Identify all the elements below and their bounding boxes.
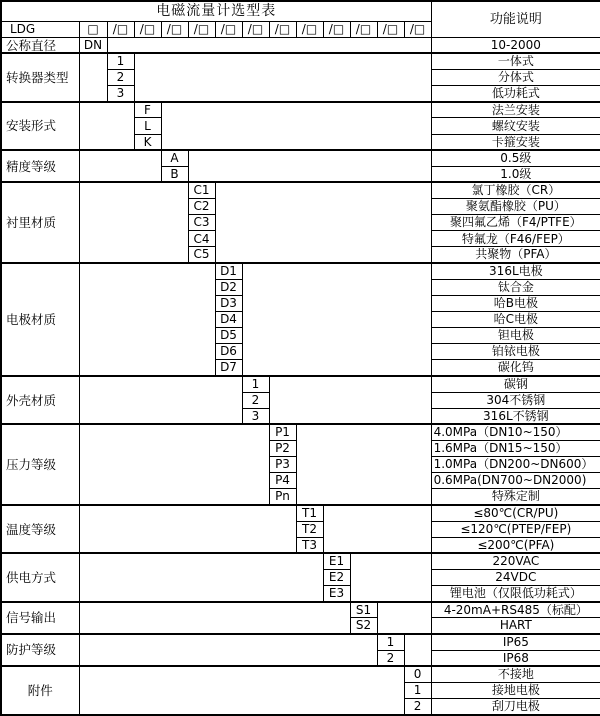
desc-cell: 4.0MPa（DN10~150） bbox=[431, 424, 600, 440]
category-label: 压力等级 bbox=[1, 424, 79, 505]
spacer-cell bbox=[377, 602, 431, 634]
spacer-cell bbox=[323, 505, 431, 553]
spacer-cell bbox=[79, 376, 242, 424]
code-cell: T1 bbox=[296, 505, 323, 521]
code-cell: E3 bbox=[323, 586, 350, 602]
desc-cell: 24VDC bbox=[431, 569, 600, 585]
desc-cell: 1.0MPa（DN200~DN600） bbox=[431, 457, 600, 473]
desc-cell: 铂铱电极 bbox=[431, 344, 600, 360]
desc-cell: 卡箍安装 bbox=[431, 134, 600, 150]
desc-cell: 钛合金 bbox=[431, 279, 600, 295]
code-cell: E1 bbox=[323, 553, 350, 569]
desc-cell: 碳化钨 bbox=[431, 360, 600, 376]
model-slash-box: /□ bbox=[107, 21, 134, 37]
category-label: 衬里材质 bbox=[1, 182, 79, 263]
desc-cell: 特氟龙（F46/FEP） bbox=[431, 231, 600, 247]
code-cell: Pn bbox=[269, 489, 296, 505]
desc-cell: 氯丁橡胶（CR） bbox=[431, 182, 600, 198]
spacer-cell bbox=[79, 182, 188, 263]
category-label: 外壳材质 bbox=[1, 376, 79, 424]
desc-cell: 锂电池（仅限低功耗式） bbox=[431, 586, 600, 602]
code-cell: D4 bbox=[215, 311, 242, 327]
desc-cell: 碳钢 bbox=[431, 376, 600, 392]
category-label: 安装形式 bbox=[1, 102, 79, 150]
code-cell: 2 bbox=[404, 698, 431, 715]
desc-cell: 聚氨酯橡胶（PU） bbox=[431, 199, 600, 215]
spacer-cell bbox=[79, 424, 269, 505]
code-cell: 1 bbox=[107, 53, 134, 69]
code-cell: 1 bbox=[242, 376, 269, 392]
code-cell: D1 bbox=[215, 263, 242, 279]
model-slash-box: /□ bbox=[377, 21, 404, 37]
page-title: 电磁流量计选型表 bbox=[1, 1, 431, 21]
code-cell: 3 bbox=[242, 408, 269, 424]
code-cell: D5 bbox=[215, 328, 242, 344]
desc-cell: 316L不锈钢 bbox=[431, 408, 600, 424]
model-prefix: LDG bbox=[1, 21, 79, 37]
spacer-cell bbox=[350, 553, 431, 601]
desc-cell: 法兰安装 bbox=[431, 102, 600, 118]
desc-cell: 10-2000 bbox=[431, 37, 600, 53]
desc-cell: IP65 bbox=[431, 634, 600, 650]
code-cell: S2 bbox=[350, 618, 377, 634]
function-column-header: 功能说明 bbox=[431, 1, 600, 37]
code-cell: S1 bbox=[350, 602, 377, 618]
spacer-cell bbox=[79, 602, 350, 634]
code-cell: P2 bbox=[269, 440, 296, 456]
spacer-cell bbox=[215, 182, 431, 263]
category-label: 防护等级 bbox=[1, 634, 79, 666]
code-cell: 2 bbox=[107, 70, 134, 86]
code-cell: D3 bbox=[215, 295, 242, 311]
category-label: 公称直径 bbox=[1, 37, 79, 53]
desc-cell: 不接地 bbox=[431, 666, 600, 682]
category-label: 附件 bbox=[1, 666, 79, 715]
spacer-cell bbox=[79, 553, 323, 601]
desc-cell: 低功耗式 bbox=[431, 86, 600, 102]
code-cell: K bbox=[134, 134, 161, 150]
category-label: 供电方式 bbox=[1, 553, 79, 601]
code-cell: B bbox=[161, 166, 188, 182]
desc-cell: 刮刀电极 bbox=[431, 698, 600, 715]
category-label: 电极材质 bbox=[1, 263, 79, 376]
desc-cell: 4-20mA+RS485（标配） bbox=[431, 602, 600, 618]
model-slash-box: /□ bbox=[242, 21, 269, 37]
code-cell: 1 bbox=[377, 634, 404, 650]
code-cell: D7 bbox=[215, 360, 242, 376]
spacer-cell bbox=[404, 634, 431, 666]
desc-cell: IP68 bbox=[431, 650, 600, 666]
spacer-cell bbox=[79, 263, 215, 376]
model-slash-box: /□ bbox=[161, 21, 188, 37]
code-cell: L bbox=[134, 118, 161, 134]
desc-cell: 1.0级 bbox=[431, 166, 600, 182]
code-cell: A bbox=[161, 150, 188, 166]
spacer-cell bbox=[242, 263, 431, 376]
desc-cell: 接地电极 bbox=[431, 682, 600, 698]
code-cell: 1 bbox=[404, 682, 431, 698]
model-slash-box: /□ bbox=[296, 21, 323, 37]
desc-cell: 分体式 bbox=[431, 70, 600, 86]
spacer-cell bbox=[269, 376, 431, 424]
code-cell: D2 bbox=[215, 279, 242, 295]
spacer-cell bbox=[79, 150, 161, 182]
code-cell: E2 bbox=[323, 569, 350, 585]
code-cell: DN bbox=[79, 37, 107, 53]
desc-cell: 钽电极 bbox=[431, 328, 600, 344]
spacer-cell bbox=[79, 102, 134, 150]
desc-cell: 螺纹安装 bbox=[431, 118, 600, 134]
category-label: 精度等级 bbox=[1, 150, 79, 182]
code-cell: C3 bbox=[188, 215, 215, 231]
code-cell: P3 bbox=[269, 457, 296, 473]
desc-cell: 1.6MPa（DN15~150） bbox=[431, 440, 600, 456]
code-cell: T2 bbox=[296, 521, 323, 537]
model-slash-box: /□ bbox=[323, 21, 350, 37]
code-cell: P1 bbox=[269, 424, 296, 440]
desc-cell: 0.6MPa(DN700~DN2000) bbox=[431, 473, 600, 489]
desc-cell: 220VAC bbox=[431, 553, 600, 569]
desc-cell: 哈B电极 bbox=[431, 295, 600, 311]
spacer-cell bbox=[161, 102, 431, 150]
code-cell: 0 bbox=[404, 666, 431, 682]
code-cell: C5 bbox=[188, 247, 215, 263]
category-label: 信号输出 bbox=[1, 602, 79, 634]
spacer-cell bbox=[79, 505, 296, 553]
code-cell: C4 bbox=[188, 231, 215, 247]
desc-cell: HART bbox=[431, 618, 600, 634]
spacer-cell bbox=[79, 666, 404, 715]
model-slash-box: /□ bbox=[404, 21, 431, 37]
desc-cell: 哈C电极 bbox=[431, 311, 600, 327]
model-slash-box: /□ bbox=[188, 21, 215, 37]
model-slash-box: /□ bbox=[269, 21, 296, 37]
spacer-cell bbox=[79, 634, 377, 666]
model-slash-box: /□ bbox=[134, 21, 161, 37]
desc-cell: 特殊定制 bbox=[431, 489, 600, 505]
spacer-cell bbox=[134, 53, 431, 101]
desc-cell: ≤80℃(CR/PU) bbox=[431, 505, 600, 521]
code-cell: F bbox=[134, 102, 161, 118]
spacer-cell bbox=[296, 424, 431, 505]
spacer-cell bbox=[188, 150, 431, 182]
desc-cell: 316L电极 bbox=[431, 263, 600, 279]
desc-cell: 一体式 bbox=[431, 53, 600, 69]
code-cell: 2 bbox=[377, 650, 404, 666]
model-slash-box: /□ bbox=[215, 21, 242, 37]
desc-cell: 304不锈钢 bbox=[431, 392, 600, 408]
code-cell: P4 bbox=[269, 473, 296, 489]
model-code-box: □ bbox=[79, 21, 107, 37]
category-label: 温度等级 bbox=[1, 505, 79, 553]
spacer-cell bbox=[79, 53, 107, 101]
code-cell: D6 bbox=[215, 344, 242, 360]
model-slash-box: /□ bbox=[350, 21, 377, 37]
desc-cell: 共聚物（PFA） bbox=[431, 247, 600, 263]
desc-cell: 0.5级 bbox=[431, 150, 600, 166]
code-cell: C1 bbox=[188, 182, 215, 198]
desc-cell: ≤200℃(PFA) bbox=[431, 537, 600, 553]
desc-cell: ≤120℃(PTEP/FEP) bbox=[431, 521, 600, 537]
code-cell: C2 bbox=[188, 199, 215, 215]
spacer-cell bbox=[107, 37, 431, 53]
code-cell: T3 bbox=[296, 537, 323, 553]
category-label: 转换器类型 bbox=[1, 53, 79, 101]
code-cell: 3 bbox=[107, 86, 134, 102]
code-cell: 2 bbox=[242, 392, 269, 408]
desc-cell: 聚四氟乙烯（F4/PTFE） bbox=[431, 215, 600, 231]
